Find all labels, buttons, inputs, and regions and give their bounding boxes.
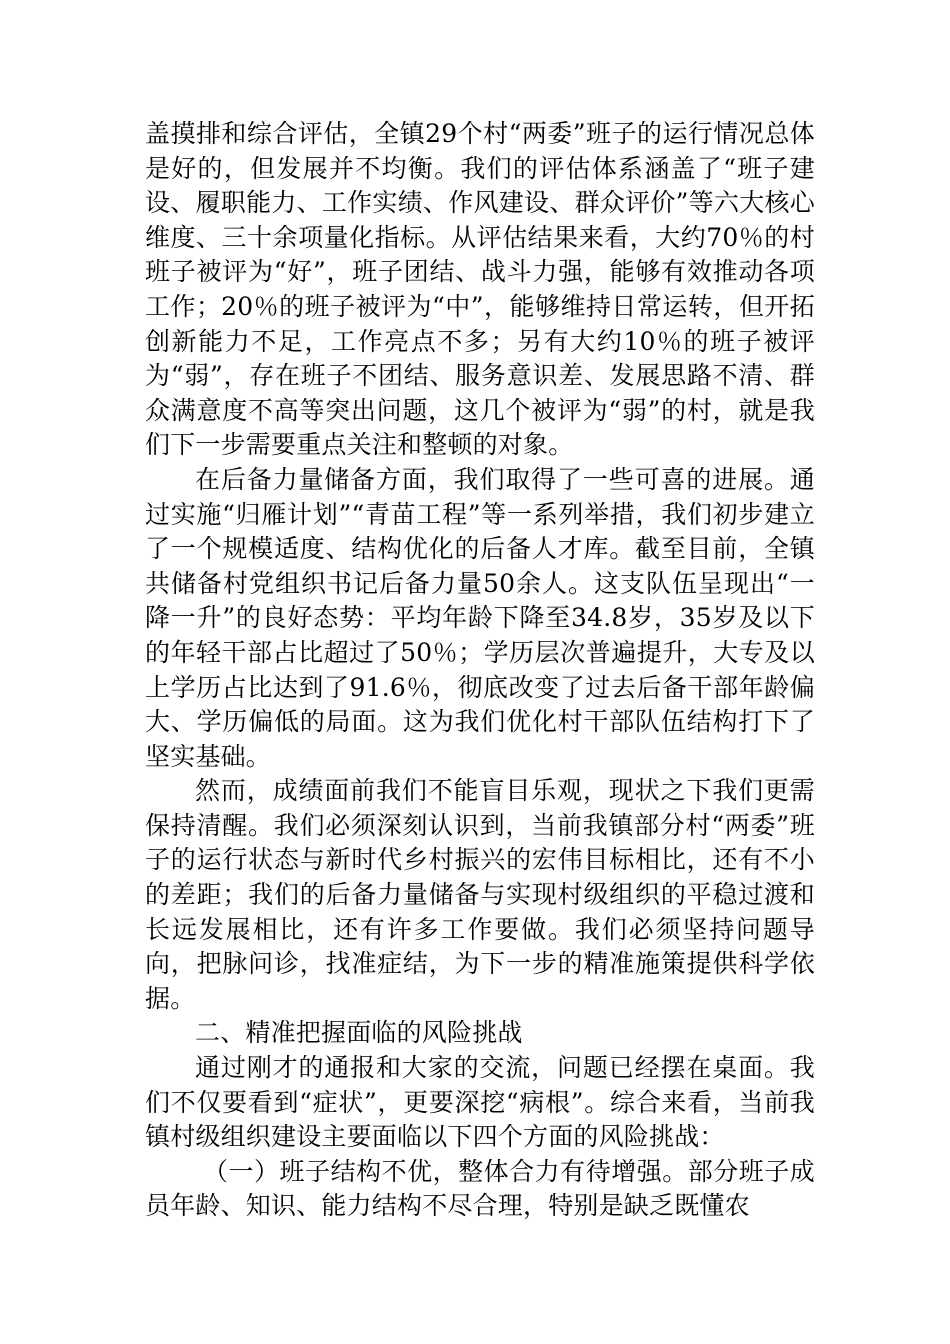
paragraph-evaluation-results: 盖摸排和综合评估，全镇29个村“两委”班子的运行情况总体是好的，但发展并不均衡。我们的评估体系涵盖了“班子建设、履职能力、工作实绩、作风建设、群众评价”等六大核心维度、三十余项量化指标。从评估结果来看，大约70％的村班子被评为“好”，班子团结、战斗力强，能够有效推动各项工作；20％的班子被评为“中”，能够维持日常运转，但开拓创新能力不足，工作亮点不多；另有大约10％的班子被评为“弱”，存在班子不团结、服务意识差、发展思路不清、群众满意度不高等突出问题，这几个被评为“弱”的村，就是我们下一步需要重点关注和整顿的对象。: [145, 119, 815, 460]
paragraph-four-challenges-intro: 通过刚才的通报和大家的交流，问题已经摆在桌面。我们不仅要看到“症状”，更要深挖“病根”。综合来看，当前我镇村级组织建设主要面临以下四个方面的风险挑战：: [145, 1053, 815, 1152]
paragraph-reserve-strength: 在后备力量储备方面，我们取得了一些可喜的进展。通过实施“归雁计划”“青苗工程”等一系列举措，我们初步建立了一个规模适度、结构优化的后备人才库。截至目前，全镇共储备村党组织书记后备力量50余人。这支队伍呈现出“一降一升”的良好态势：平均年龄下降至34.8岁，35岁及以下的年轻干部占比超过了50％；学历层次普遍提升，大专及以上学历占比达到了91.6％，彻底改变了过去后备干部年龄偏大、学历偏低的局面。这为我们优化村干部队伍结构打下了坚实基础。: [145, 464, 815, 771]
document-body: [145, 117, 815, 1224]
paragraph-sober-assessment: 然而，成绩面前我们不能盲目乐观，现状之下我们更需保持清醒。我们必须深刻认识到，当前我镇部分村“两委”班子的运行状态与新时代乡村振兴的宏伟目标相比，还有不小的差距；我们的后备力量储备与实现村级组织的平稳过渡和长远发展相比，还有许多工作要做。我们必须坚持问题导向，把脉问诊，找准症结，为下一步的精准施策提供科学依据。: [145, 776, 815, 1013]
paragraph-challenge-one: （一）班子结构不优，整体合力有待增强。部分班子成员年龄、知识、能力结构不尽合理，特别是缺乏既懂农: [145, 1156, 815, 1221]
section-heading-risk-challenges: 二、精准把握面临的风险挑战: [195, 1018, 523, 1048]
